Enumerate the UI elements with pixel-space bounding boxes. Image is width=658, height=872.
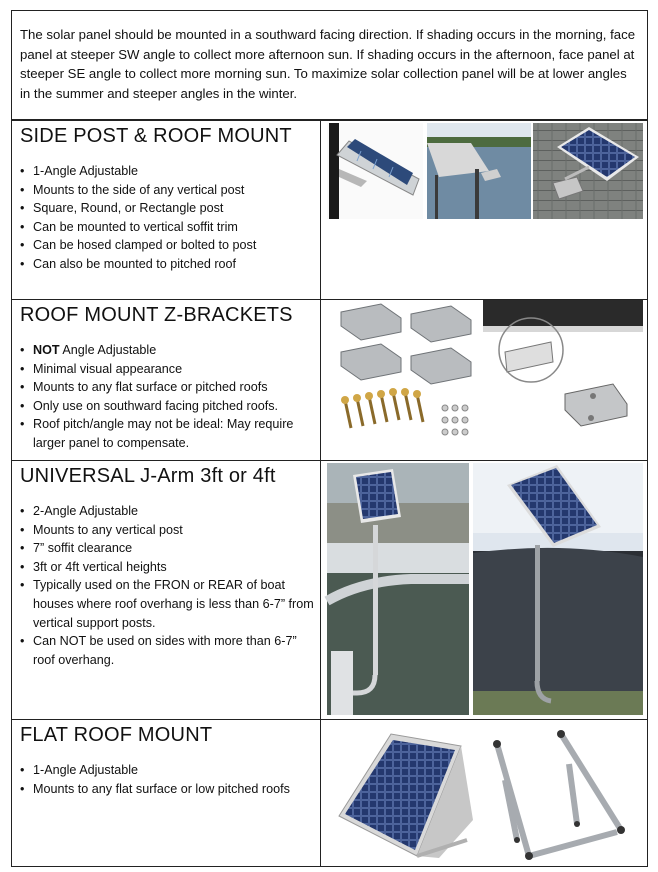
intro-paragraph: The solar panel should be mounted in a southward facing direction. If shading occurs in the morning, face panel at steeper SW angle to collect more afternoon sun. If shading occurs in the afternoon, face panel at steeper SE angle to collect more morning sun. To maximize solar collection panel will be at lower angles in the summer and steeper angles in the winter. xyxy=(11,10,648,120)
bullet-list xyxy=(18,761,314,798)
section-text-cell xyxy=(12,300,321,461)
bullet-item: • Can be hosed clamped or bolted to post xyxy=(20,236,314,255)
bullet-list xyxy=(18,341,314,453)
section-image-cell xyxy=(321,720,648,867)
bullet-list xyxy=(18,162,314,274)
section-text-cell xyxy=(12,121,321,300)
bullet-item: • 3ft or 4ft vertical heights xyxy=(20,558,314,577)
section-text-cell xyxy=(12,461,321,720)
bullet-item: • Square, Round, or Rectangle post xyxy=(20,199,314,218)
section-row-j-arm xyxy=(12,461,648,720)
bullet-item: • Typically used on the FRON or REAR of boat houses where roof overhang is less than 6-7” from vertical support posts. xyxy=(20,576,314,632)
section-image-cell xyxy=(321,461,648,720)
section-title: SIDE POST & ROOF MOUNT xyxy=(20,125,292,147)
section-text-cell xyxy=(12,720,321,867)
flat-roof-mount-photos xyxy=(321,720,647,866)
section-image-cell xyxy=(321,300,648,461)
bullet-item: • Only use on southward facing pitched roofs. xyxy=(20,397,314,416)
section-row-z-brackets xyxy=(12,300,648,461)
j-arm-photos xyxy=(321,461,647,719)
section-image-cell xyxy=(321,121,648,300)
bullet-item xyxy=(20,341,314,360)
bullet-item: • 2-Angle Adjustable xyxy=(20,502,314,521)
bullet-item: • 1-Angle Adjustable xyxy=(20,761,314,780)
bullet-item: • Mounts to any vertical post xyxy=(20,521,314,540)
bold-not-label: NOT xyxy=(33,343,60,357)
bullet-item: • Minimal visual appearance xyxy=(20,360,314,379)
bullet-text: Angle Adjustable xyxy=(59,343,157,357)
section-title: UNIVERSAL J-Arm 3ft or 4ft xyxy=(20,465,276,487)
bullet-item: • Can be mounted to vertical soffit trim xyxy=(20,218,314,237)
section-title: ROOF MOUNT Z-BRACKETS xyxy=(20,304,293,326)
bullet-list xyxy=(18,502,314,669)
bullet-item: • Mounts to the side of any vertical post xyxy=(20,181,314,200)
bullet-item: • Mounts to any flat surface or low pitched roofs xyxy=(20,780,314,799)
bullet-item: • 1-Angle Adjustable xyxy=(20,162,314,181)
mount-types-table xyxy=(11,120,648,867)
z-bracket-photos xyxy=(321,300,647,460)
bullet-item: • Can also be mounted to pitched roof xyxy=(20,255,314,274)
bullet-item: • 7” soffit clearance xyxy=(20,539,314,558)
bullet-item: • Roof pitch/angle may not be ideal: May require larger panel to compensate. xyxy=(20,415,314,452)
bullet-item: • Mounts to any flat surface or pitched roofs xyxy=(20,378,314,397)
bullet-item: • Can NOT be used on sides with more than 6-7” roof overhang. xyxy=(20,632,314,669)
side-post-mount-photos xyxy=(321,121,647,299)
section-title: FLAT ROOF MOUNT xyxy=(20,724,213,746)
section-row-side-post xyxy=(12,121,648,300)
section-row-flat-roof xyxy=(12,720,648,867)
